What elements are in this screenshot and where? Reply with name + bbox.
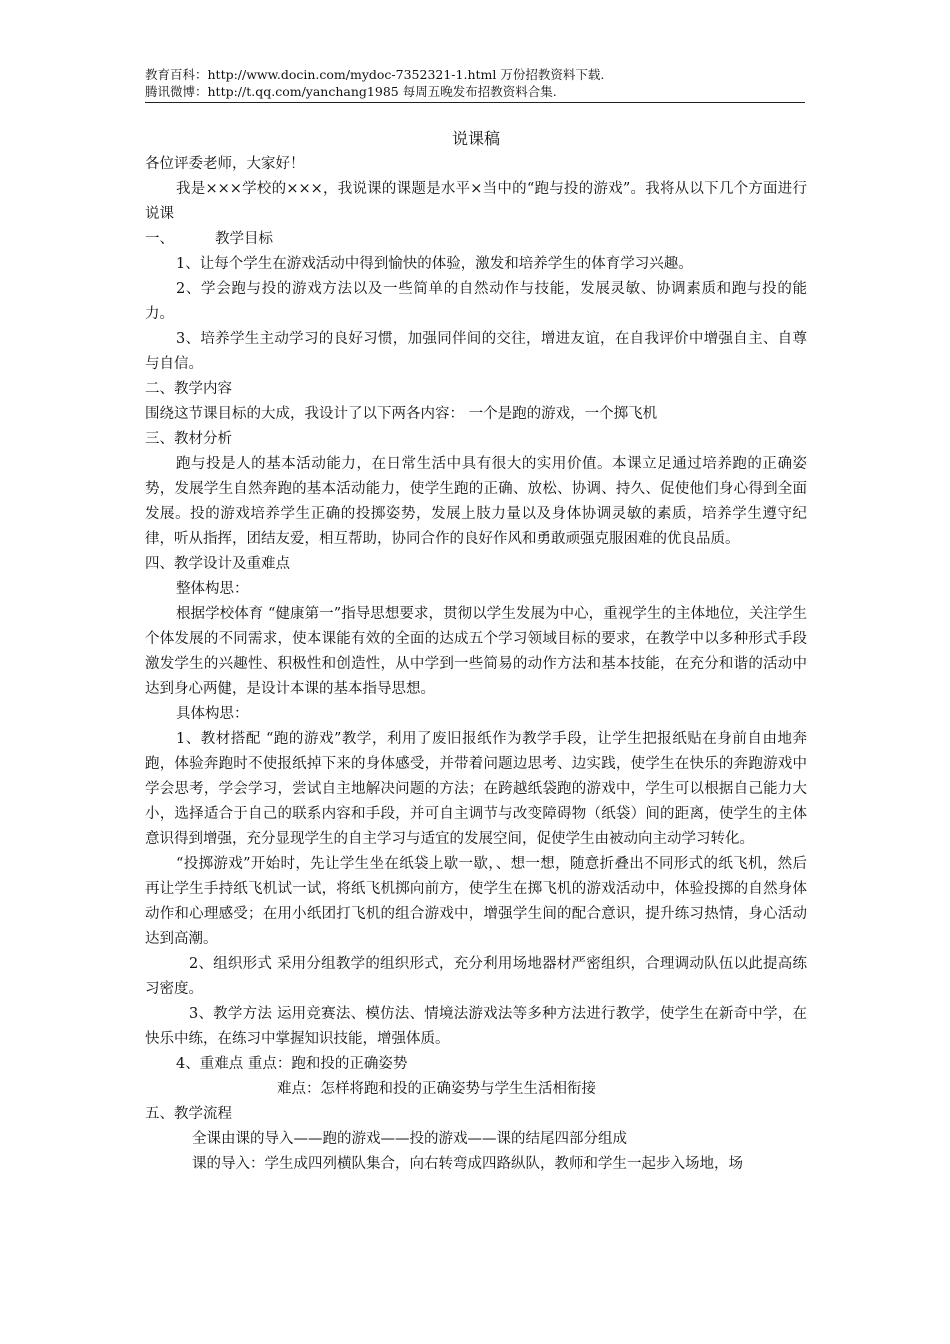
content-paragraph: 围绕这节课目标的大成，我设计了以下两各内容： 一个是跑的游戏，一个掷飞机 [145, 406, 658, 422]
greeting: 各位评委老师，大家好！ [145, 156, 305, 172]
intro-paragraph: 我是×××学校的×××，我说课的课题是水平×当中的“跑与投的游戏”。我将从以下几个方面进行说课 [145, 181, 807, 222]
page-header [145, 66, 805, 103]
header-link-docin[interactable]: 教育百科：http://www.docin.com/mydoc-7352321-1.html 万份招教资料下载. [145, 67, 605, 82]
overall-paragraph: 根据学校体育 “健康第一”指导思想要求，贯彻以学生发展为中心，重视学生的主体地位，关注学生个体发展的不同需求，使本课能有效的全面的达成五个学习领域目标的要求，在教学中以多种形式手段激发学生的兴趣性、积极性和创造性，从中学到一些简易的动作方法和基本技能，在充分和谐的活动中达到身心两健，是设计本课的基本指导思想。 [145, 606, 807, 697]
goal-item: 2、学会跑与投的游戏方法以及一些简单的自然动作与技能，发展灵敏、协调素质和跑与投的能力。 [145, 281, 807, 322]
difficult-point: 难点：怎样将跑和投的正确姿势与学生生活相衔接 [277, 1081, 596, 1097]
specific-item: 2、组织形式 采用分组教学的组织形式，充分利用场地器材严密组织，合理调动队伍以此提高练习密度。 [145, 956, 807, 997]
overall-label: 整体构思： [176, 581, 249, 597]
lesson-intro-paragraph: 课的导入：学生成四列横队集合，向右转弯成四路纵队，教师和学生一起步入场地，场 [192, 1156, 743, 1172]
specific-label: 具体构思： [176, 706, 249, 722]
section-heading-analysis: 三、教材分析 [145, 431, 232, 447]
analysis-paragraph: 跑与投是人的基本活动能力，在日常生活中具有很大的实用价值。本课立足通过培养跑的正确姿势，发展学生自然奔跑的基本活动能力，使学生跑的正确、放松、协调、持久、促使他们身心得到全面发展。投的游戏培养学生正确的投掷姿势，发展上肢力量以及身体协调灵敏的素质，培养学生遵守纪律，听从指挥，团结友爱，相互帮助，协同合作的良好作风和勇敢顽强克服困难的优良品质。 [145, 456, 807, 547]
document-body [145, 126, 807, 1177]
section-title: 教学目标 [215, 231, 273, 247]
section-heading-flow: 五、教学流程 [145, 1106, 232, 1122]
document-title: 说课稿 [451, 129, 500, 148]
key-point: 4、重难点 重点：跑和投的正确姿势 [176, 1056, 408, 1072]
specific-item: “投掷游戏”开始时，先让学生坐在纸袋上歇一歇，、想一想，随意折叠出不同形式的纸飞机，然后再让学生手持纸飞机试一试，将纸飞机掷向前方，使学生在掷飞机的游戏活动中，体验投掷的自然身体动作和心理感受；在用小纸团打飞机的组合游戏中，增强学生间的配合意识，提升练习热情，身心活动达到高潮。 [145, 856, 807, 947]
section-heading-goals [145, 227, 807, 252]
goal-item: 3、培养学生主动学习的良好习惯，加强同伴间的交往，增进友谊，在自我评价中增强自主、自尊与自信。 [145, 331, 807, 372]
section-heading-content: 二、教学内容 [145, 381, 232, 397]
header-link-weibo[interactable]: 腾讯微博：http://t.qq.com/yanchang1985 每周五晚发布招教资料合集. [145, 84, 557, 99]
flow-paragraph: 全课由课的导入——跑的游戏——投的游戏——课的结尾四部分组成 [192, 1131, 627, 1147]
specific-item: 3、教学方法 运用竞赛法、模仿法、情境法游戏法等多种方法进行教学，使学生在新奇中学，在快乐中练，在练习中掌握知识技能，增强体质。 [145, 1006, 807, 1047]
specific-item: 1、教材搭配 “跑的游戏”教学，利用了废旧报纸作为教学手段，让学生把报纸贴在身前自由地奔跑，体验奔跑时不使报纸掉下来的身体感受，并带着问题边思考、边实践，使学生在快乐的奔跑游戏中学会思考，学会学习，尝试自主地解决问题的方法；在跨越纸袋跑的游戏中，学生可以根据自己能力大小，选择适合于自己的联系内容和手段，并可自主调节与改变障碍物（纸袋）间的距离，使学生的主体意识得到增强，充分显现学生的自主学习与适宜的发展空间，促使学生由被动向主动学习转化。 [145, 731, 807, 847]
goal-item: 1、让每个学生在游戏活动中得到愉快的体验，激发和培养学生的体育学习兴趣。 [176, 256, 693, 272]
section-number: 一、 [145, 231, 174, 247]
section-heading-design: 四、教学设计及重难点 [145, 556, 290, 572]
